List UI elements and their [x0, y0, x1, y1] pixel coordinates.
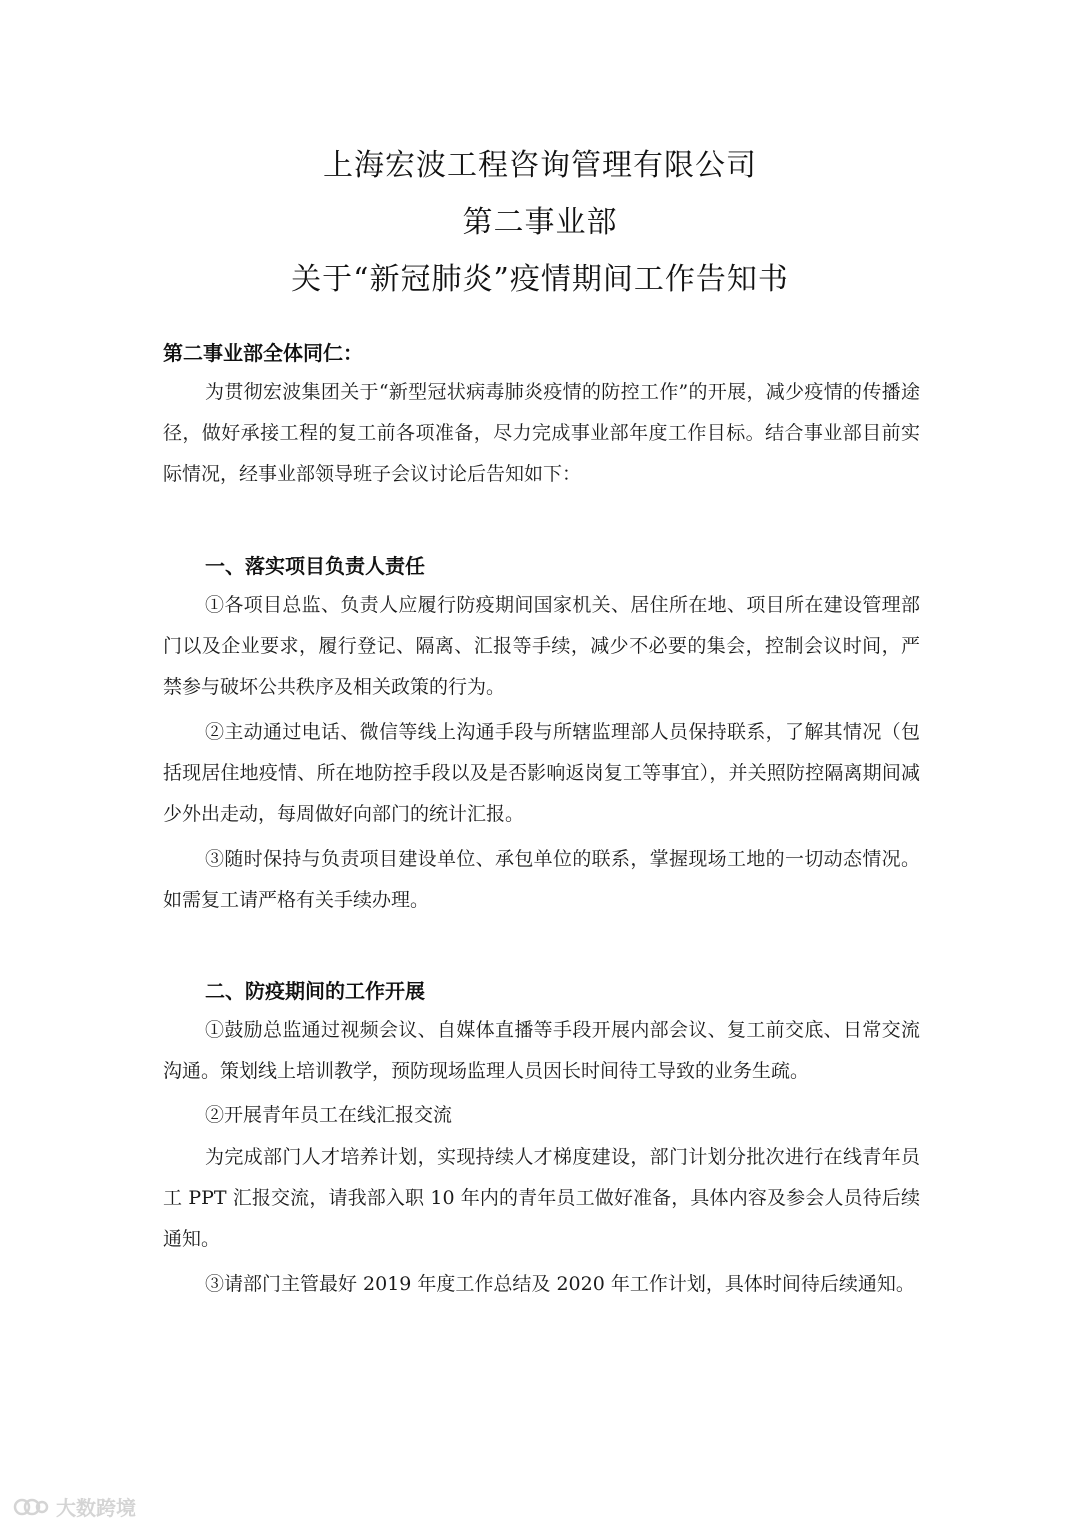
- department-title: 第二事业部: [462, 205, 618, 240]
- section2-item-3: ③请部门主管最好 2019 年度工作总结及 2020 年工作计划，具体时间待后续通知。: [205, 1273, 915, 1295]
- section-heading-2: 二、防疫期间的工作开展: [205, 979, 425, 1003]
- watermark-logo-icon: [12, 1496, 50, 1518]
- salutation: 第二事业部全体同仁：: [163, 341, 363, 365]
- section-heading-1: 一、落实项目负责人责任: [205, 554, 425, 578]
- section2-item-2: ②开展青年员工在线汇报交流: [205, 1104, 453, 1126]
- section2-item-2-detail: 为完成部门人才培养计划，实现持续人才梯度建设，部门计划分批次进行在线青年员工 PPT 汇报交流，请我部入职 10 年内的青年员工做好准备，具体内容及参会人员待后续通知。: [163, 1146, 920, 1250]
- notice-title: 关于“新冠肺炎”疫情期间工作告知书: [291, 262, 789, 297]
- section2-item-1: ①鼓励总监通过视频会议、自媒体直播等手段开展内部会议、复工前交底、日常交流沟通。策划线上培训教学，预防现场监理人员因长时间待工导致的业务生疏。: [163, 1019, 920, 1082]
- watermark: [12, 1492, 136, 1521]
- company-title: 上海宏波工程咨询管理有限公司: [323, 148, 757, 183]
- section1-item-3: ③随时保持与负责项目建设单位、承包单位的联系，掌握现场工地的一切动态情况。如需复工请严格有关手续办理。: [163, 848, 920, 911]
- section1-item-2: ②主动通过电话、微信等线上沟通手段与所辖监理部人员保持联系，了解其情况（包括现居住地疫情、所在地防控手段以及是否影响返岗复工等事宜），并关照防控隔离期间减少外出走动，每周做好向部门的统计汇报。: [163, 721, 920, 825]
- watermark-text: 大数跨境: [56, 1496, 136, 1520]
- intro-paragraph: 为贯彻宏波集团关于“新型冠状病毒肺炎疫情的防控工作”的开展，减少疫情的传播途径，做好承接工程的复工前各项准备，尽力完成事业部年度工作目标。结合事业部目前实际情况，经事业部领导班子会议讨论后告知如下：: [163, 381, 920, 485]
- section1-item-1: ①各项目总监、负责人应履行防疫期间国家机关、居住所在地、项目所在建设管理部门以及企业要求，履行登记、隔离、汇报等手续，减少不必要的集会，控制会议时间，严禁参与破坏公共秩序及相关政策的行为。: [163, 594, 920, 698]
